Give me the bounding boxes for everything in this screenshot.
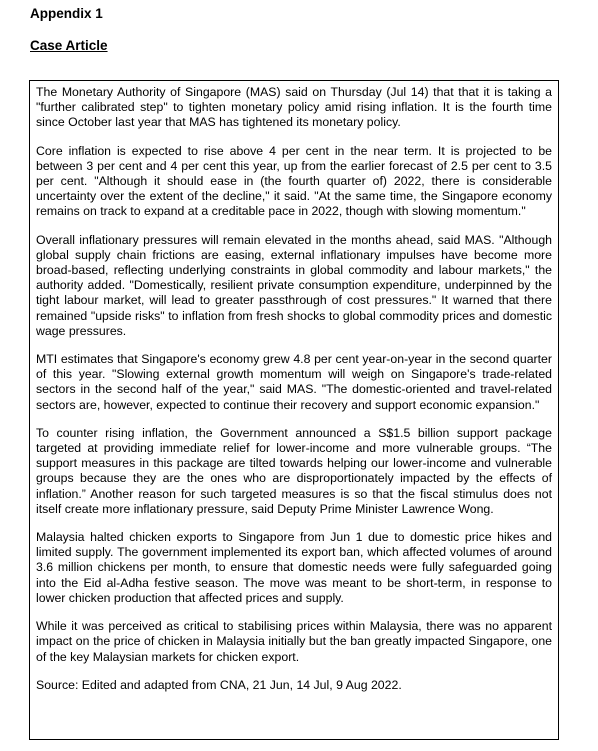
article-paragraph-6: Malaysia halted chicken exports to Singapore from Jun 1 due to domestic price hikes and limited supply. The government implemented its export ban, which affected volumes of around 3.6 million chickens per month, to ensure that domestic needs were fully safeguarded going into the Eid al-Adha festive season. The move was meant to be short-term, in response to lower chicken production that affected prices and supply. [36, 530, 552, 605]
article-paragraph-3: Overall inflationary pressures will remain elevated in the months ahead, said MAS. "Although global supply chain frictions are easing, external inflationary impulses have become more broad-based, reflecting underlying constraints in global commodity and labour markets," the authority added. "Domestically, resilient private consumption expenditure, underpinned by the tight labour market, will lead to greater passthrough of cost pressures." It warned that there remained "upside risks" to inflation from fresh shocks to global commodity prices and domestic wage pressures. [36, 232, 552, 338]
case-article-box [29, 80, 559, 740]
article-paragraph-5: To counter rising inflation, the Government announced a S$1.5 billion support package targeted at providing immediate relief for lower-income and more vulnerable groups. “The support measures in this package are tilted towards helping our lower-income and vulnerable groups because they are the ones who are disproportionately impacted by the effects of inflation.” Another reason for such targeted measures is so that the fiscal stimulus does not itself create more inflationary pressure, said Deputy Prime Minister Lawrence Wong. [36, 425, 552, 516]
article-paragraph-7: While it was perceived as critical to stabilising prices within Malaysia, there was no apparent impact on the price of chicken in Malaysia initially but the ban greatly impacted Singapore, one of the key Malaysian markets for chicken export. [36, 619, 552, 664]
appendix-title: Appendix 1 [30, 6, 103, 21]
case-article-title: Case Article [30, 38, 108, 53]
article-paragraph-4: MTI estimates that Singapore's economy grew 4.8 per cent year-on-year in the second quarter of this year. "Slowing external growth momentum will weigh on Singapore's trade-related sectors in the second half of the year," said MAS. "The domestic-oriented and travel-related sectors are, however, expected to continue their recovery and support economic expansion." [36, 352, 552, 412]
article-source: Source: Edited and adapted from CNA, 21 Jun, 14 Jul, 9 Aug 2022. [36, 677, 402, 692]
article-paragraph-1: The Monetary Authority of Singapore (MAS) said on Thursday (Jul 14) that that it is taking a "further calibrated step" to tighten monetary policy amid rising inflation. It is the fourth time since October last year that MAS has tightened its monetary policy. [36, 85, 552, 130]
article-paragraph-2: Core inflation is expected to rise above 4 per cent in the near term. It is projected to be between 3 per cent and 4 per cent this year, up from the earlier forecast of 2.5 per cent to 3.5 per cent. "Although it should ease in (the fourth quarter of) 2022, there is considerable uncertainty over the extent of the decline," it said. "At the same time, the Singapore economy remains on track to expand at a creditable pace in 2022, though with slowing momentum." [36, 143, 552, 219]
